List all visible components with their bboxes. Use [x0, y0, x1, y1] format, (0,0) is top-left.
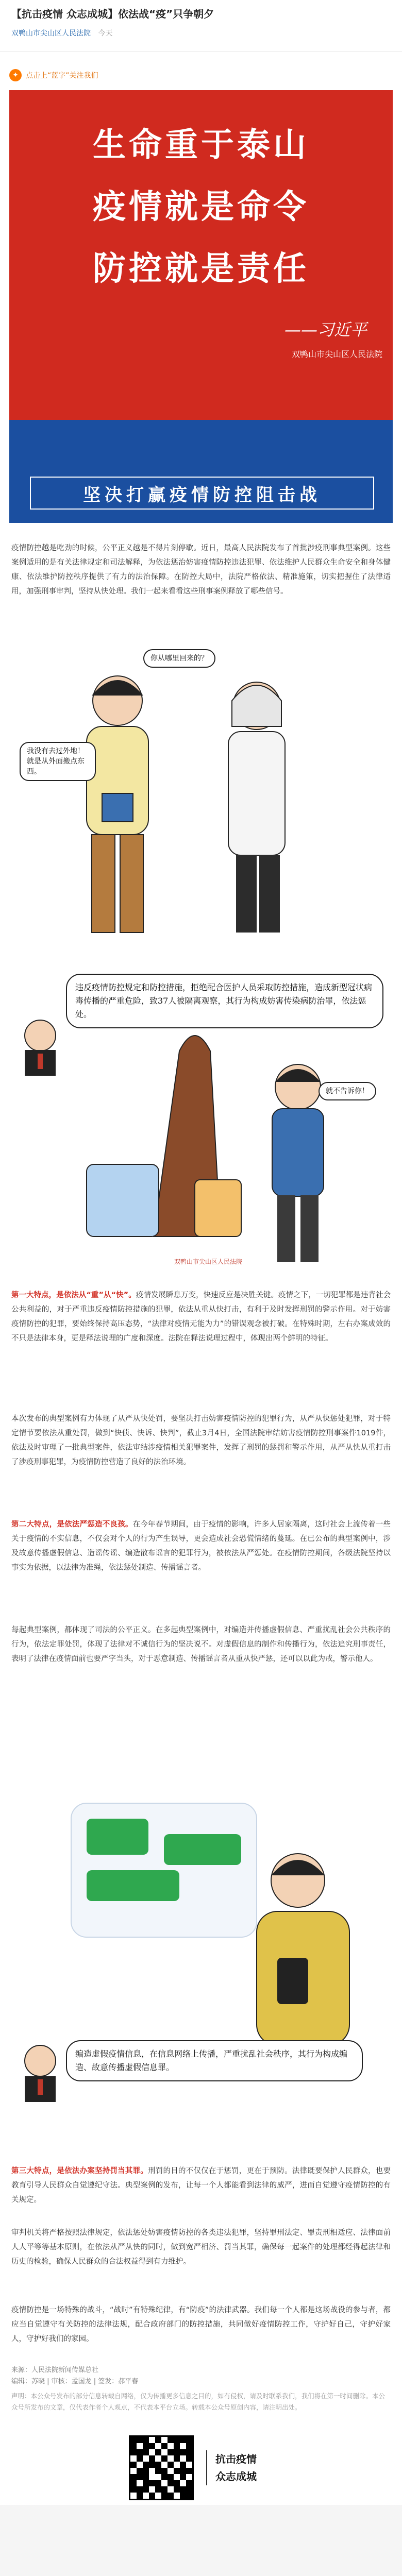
rumor-ruling-bubble: 编造虚假疫情信息，在信息网络上传播，严重扰乱社会秩序，其行为构成编造、故意传播虚假信息罪。: [66, 2040, 363, 2081]
feature-paragraph-1: [11, 1288, 391, 1346]
court-ruling-bubble: 违反疫情防控规定和防控措施，拒绝配合医护人员采取防控措施，造成新型冠状病毒传播的严重危险，致37人被隔离观察，其行为构成妨害传染病防治罪，依法惩处。: [66, 974, 383, 1028]
article-title: 【抗击疫情 众志成城】依法战“疫”只争朝夕: [11, 8, 214, 20]
source-block: [11, 2365, 391, 2387]
feature-5-heading: 第三大特点，是依法办案坚持罚当其罪。: [11, 2167, 148, 2175]
poster-banner-text: 坚决打赢疫情防控阻击战: [30, 477, 374, 510]
comic-illustration-2: [9, 969, 393, 1278]
feature-3-heading: 第二大特点，是依法严惩造不良孩。: [11, 1520, 133, 1529]
comic-illustration-1: [9, 639, 393, 958]
speech-bubble-question: [143, 649, 215, 668]
slogan-poster: [9, 90, 393, 523]
poster-line-1: 生命重于泰山: [93, 126, 309, 164]
article-source-link[interactable]: 双鸭山市尖山区人民法院: [11, 29, 91, 38]
speech-question-text: 你从哪里回来的？: [150, 654, 208, 663]
article-meta: [11, 28, 112, 38]
disclaimer-text: 声明：本公众号发布的部分信息转载自网络，仅为传播更多信息之目的，如有侵权，请及时联系我们，我们将在第一时间删除。本公众号所发布的文章，仅代表作者个人观点，不代表本平台立场。转载本公众号原创内容，请注明出处。: [11, 2392, 386, 2411]
follow-banner[interactable]: [9, 66, 393, 84]
poster-banner-bar: [9, 420, 393, 523]
conclusion-paragraph-2: 审判机关将严格按照法律规定，依法惩处妨害疫情防控的各类违法犯罪，坚持罪刑法定、罪责刑相适应、法律面前人人平等等基本原则，在依法从严从快的同时，做到宽严相济、罚当其罪，确保每一起案件的处理都经得起法律和历史的检验，确保人民群众的合法权益得到有力维护。: [11, 2229, 391, 2266]
feature-1-heading: 第一大特点，是依法从“重”从“快”。: [11, 1291, 136, 1299]
speech-answer-text: 我没有去过外地！就是从外面搬点东西。: [27, 747, 85, 776]
feature-paragraph-4: 每起典型案例，都体现了司法的公平正义。在多起典型案例中，对编造并传播虚假信息、严重扰乱社会公共秩序的行为，依法定罪处罚，体现了法律对不诚信行为的坚决说不。对虚假信息的制作和传播行为，依法追究刑事责任，表明了法律在疫情面前也要严字当头，对于恶意制造、传播谣言者从重从快严惩，还可以以此为戒，警示他人。: [11, 1626, 391, 1663]
bottom-bar: [0, 2505, 402, 2576]
source-line-1: 来源：人民法院新闻传媒总社: [11, 2366, 99, 2374]
qr-section: [129, 2432, 273, 2504]
feature-paragraph-3: [11, 1517, 391, 1575]
feature-5-body: 刑罚的目的不仅仅在于惩罚，更在于预防。法律既要保护人民群众，也要教育引导人民群众自觉遵纪守法。典型案例的发布，让每一个人都能看到法律的威严，进而自觉遵守疫情防控的有关规定。: [11, 2167, 391, 2204]
source-line-2: 编辑：苏晓 | 审核：孟国龙 | 签发：郝平春: [11, 2378, 139, 2385]
speech-bubble-answer: [20, 742, 96, 781]
comic-scene-3: [9, 1772, 393, 2154]
qr-code-icon[interactable]: [129, 2435, 194, 2500]
comic-scene-1: [9, 639, 393, 958]
feature-3-body: 在今年春节期间，由于疫情的影响，许多人居家隔离，这时社会上流传着一些关于疫情的不实信息，不仅会对个人的行为产生误导，更会造成社会恐慌情绪的蔓延。在已公布的典型案例中，涉及故意传播虚假信息、造谣传谣、编造散布谣言的犯罪行为，被依法从严惩处。在疫情防控期间，各级法院坚持以事实为依据，以法律为准绳，依法惩处制造、传播谣言者。: [11, 1520, 391, 1572]
comic-watermark: 双鸭山市尖山区人民法院: [174, 1258, 243, 1265]
article-date: 今天: [98, 29, 113, 38]
poster-line-2: 疫情就是命令: [93, 188, 309, 226]
comic-illustration-3: [9, 1772, 393, 2154]
feature-paragraph-2: 本次发布的典型案例有力体现了从严从快处罚，要坚决打击妨害疫情防控的犯罪行为，从严从快惩处犯罪，对于特定情节要依法从重处罚，做到“快侦、快诉、快判”，截止3月4日，全国法院审结妨害疫情防控刑事案件1019件，依法及时审理了一批典型案件，依法审结涉疫情相关犯罪案件，发挥了刑罚的惩罚和警示作用，从严从快从重打击了涉疫刑事犯罪，为疫情防控营造了良好的法治环境。: [11, 1415, 391, 1466]
conclusion-paragraph-3: 疫情防控是一场特殊的战斗，“战时”有特殊纪律，有“防疫”的法律武器。我们每一个人都是这场战役的参与者，都应当自觉遵守有关防控的法律法规，配合政府部门的防控措施，共同做好疫情防控工作，守护好自己，守护好家人，守护好我们的家园。: [11, 2306, 391, 2343]
poster-watermark: 双鸭山市尖山区人民法院: [291, 349, 382, 359]
poster-signature: ——习近平: [284, 320, 367, 340]
follow-text: 点击上“蓝字”关注我们: [26, 72, 98, 80]
feature-1-body: 疫情发展瞬息万变，快速反应是决胜关键。疫情之下，一切犯罪都是违背社会公共利益的，对于严重违反疫情防控措施的犯罪，依法从重从快打击，有利于及时发挥刑罚的警示作用。对于妨害疫情防控的犯罪，要始终保持高压态势，“法律对疫情无能为力”的错误观念被打破。在特殊时期，左右办案成效的不只是法律本身，更是释法说理的广度和深度。法院在释法说理过程中，体现出两个鲜明的特征。: [11, 1291, 391, 1343]
poster-line-3: 防控就是责任: [93, 250, 309, 288]
intro-paragraph: 疫情防控越是吃劲的时候，公平正义越是不得片刻停歇。近日，最高人民法院发布了首批涉疫刑事典型案例。这些案例适用的是有关法律规定和司法解释，为依法惩治妨害疫情防控违法犯罪、依法维护人民群众生命安全和身体健康、依法维护防控秩序提供了有力的法治保障。在防控大局中，法院严格依法、精准施策，切实把握住了法律适用，加强刑事审判，坚持从快处理。我们一起来看看这些刑事案例释放了哪些信号。: [11, 544, 391, 596]
conclusion-paragraph-1: [11, 2164, 391, 2207]
follow-icon: ✦: [9, 69, 22, 81]
qr-label-line-2: 众志成城: [215, 2470, 257, 2483]
refusal-bubble: 就不告诉你！: [319, 1082, 376, 1100]
qr-label: [206, 2450, 257, 2485]
qr-label-line-1: 抗击疫情: [215, 2453, 257, 2465]
